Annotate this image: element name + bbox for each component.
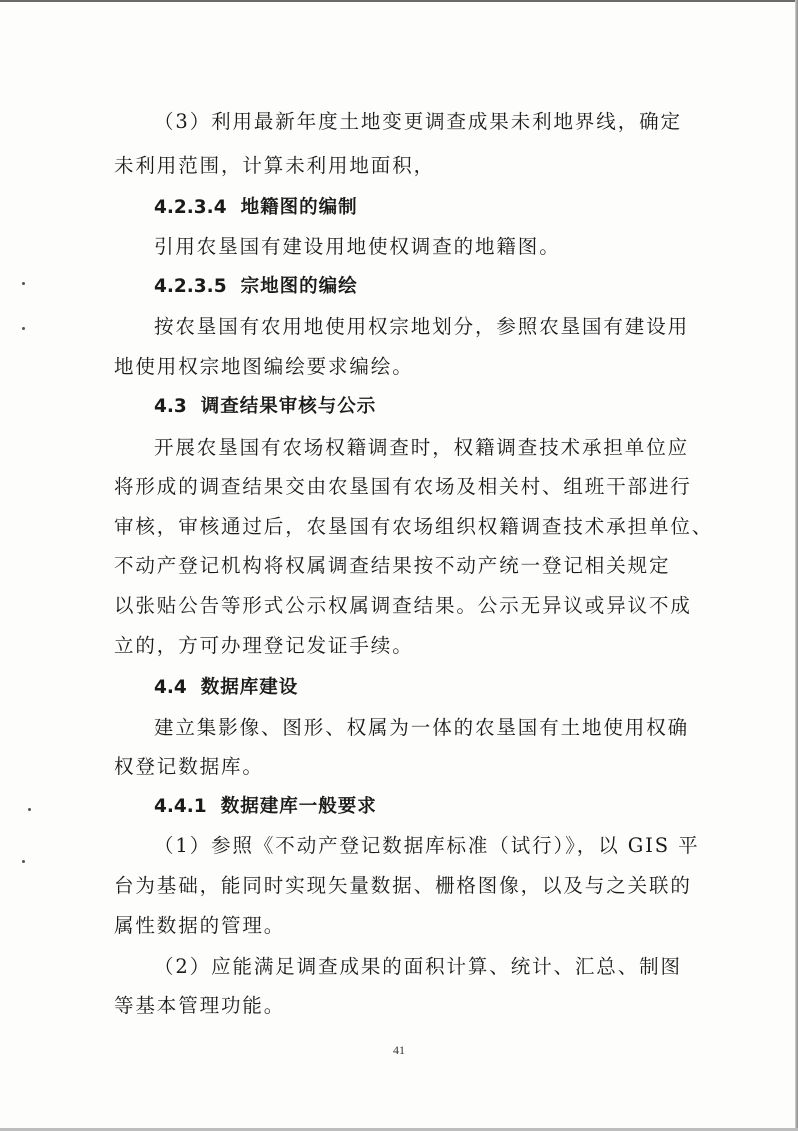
paragraph-line: 等基本管理功能。 <box>114 994 286 1017</box>
heading-title: 地籍图的编制 <box>240 197 358 218</box>
paragraph-line: 审核，审核通过后，农垦国有农场组织权籍调查技术承担单位、 <box>114 515 714 538</box>
scan-edge-top <box>0 0 798 2</box>
paragraph-line: （3）利用最新年度土地变更调查成果未利地界线，确定 <box>154 110 682 133</box>
scan-speck <box>28 808 31 811</box>
heading-title: 数据库建设 <box>200 677 299 698</box>
heading-title: 调查结果审核与公示 <box>200 396 377 417</box>
paragraph-line: 开展农垦国有农场权籍调查时，权籍调查技术承担单位应 <box>154 436 690 459</box>
paragraph-line: （2）应能满足调查成果的面积计算、统计、汇总、制图 <box>154 955 682 978</box>
paragraph-line: 建立集影像、图形、权属为一体的农垦国有土地使用权确 <box>154 716 690 739</box>
paragraph-line: 未利用范围，计算未利用地面积， <box>114 154 436 177</box>
paragraph-line: 地使用权宗地图编绘要求编绘。 <box>114 355 414 378</box>
heading-number: 4.3 <box>154 396 187 417</box>
paragraph-line: （1）参照《不动产登记数据库标准（试行）》，以 GIS 平 <box>154 834 700 857</box>
section-heading-4-2-3-5 <box>154 275 358 299</box>
page-number: 41 <box>393 1043 405 1057</box>
section-heading-4-4 <box>154 676 298 700</box>
heading-number: 4.2.3.5 <box>154 276 227 297</box>
section-heading-4-2-3-4 <box>154 196 358 220</box>
paragraph-line: 属性数据的管理。 <box>114 914 286 937</box>
scan-speck <box>22 860 25 863</box>
heading-number: 4.4.1 <box>154 796 207 817</box>
section-heading-4-3 <box>154 395 376 419</box>
paragraph-line: 以张贴公告等形式公示权属调查结果。公示无异议或异议不成 <box>114 594 692 617</box>
heading-number: 4.2.3.4 <box>154 197 227 218</box>
paragraph-line: 将形成的调查结果交由农垦国有农场及相关村、组班干部进行 <box>114 475 692 498</box>
paragraph-line: 台为基础，能同时实现矢量数据、栅格图像，以及与之关联的 <box>114 874 692 897</box>
heading-number: 4.4 <box>154 677 187 698</box>
paragraph-line: 引用农垦国有建设用地使权调查的地籍图。 <box>154 235 561 258</box>
section-heading-4-4-1 <box>154 795 377 819</box>
scan-speck <box>22 282 25 285</box>
paragraph-line: 不动产登记机构将权属调查结果按不动产统一登记相关规定 <box>114 554 671 577</box>
paragraph-line: 权登记数据库。 <box>114 755 264 778</box>
scan-speck <box>22 327 25 330</box>
paragraph-line: 按农垦国有农用地使用权宗地划分，参照农垦国有建设用 <box>154 315 690 338</box>
heading-title: 数据建库一般要求 <box>220 796 377 817</box>
paragraph-line: 立的，方可办理登记发证手续。 <box>114 634 414 657</box>
heading-title: 宗地图的编绘 <box>240 276 358 297</box>
